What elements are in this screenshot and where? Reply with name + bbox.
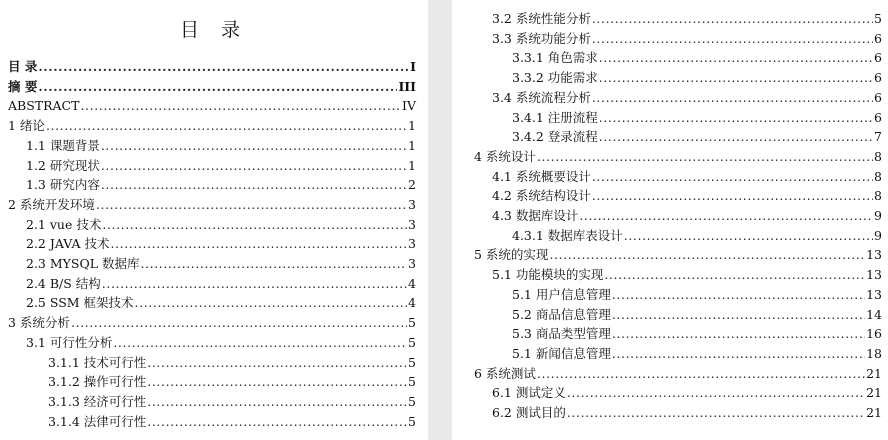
toc-entry[interactable]	[492, 29, 882, 49]
toc-entry[interactable]	[48, 392, 416, 412]
toc-page-number: 18	[866, 345, 882, 361]
toc-entry-title: 5.3 商品类型管理	[512, 326, 611, 342]
toc-page-number: 2	[408, 177, 416, 193]
toc-entry-title: 5.1 用户信息管理	[512, 286, 611, 302]
toc-entry-title: 5.1 新闻信息管理	[512, 345, 611, 361]
toc-entry[interactable]	[26, 333, 416, 353]
toc-entry[interactable]	[48, 372, 416, 392]
toc-entry-title: 4.1 系统概要设计	[492, 168, 591, 184]
toc-entry[interactable]	[512, 127, 882, 147]
toc-dot-leader	[135, 293, 408, 313]
toc-page-number: 6	[874, 109, 882, 125]
toc-page-number: 16	[866, 326, 882, 342]
toc-dot-leader	[592, 29, 873, 49]
toc-dot-leader	[101, 175, 407, 195]
toc-entry[interactable]	[492, 265, 882, 285]
toc-entry-title: 5.1 功能模块的实现	[492, 267, 604, 283]
toc-dot-leader	[147, 392, 407, 412]
toc-page-number: 5	[408, 374, 416, 390]
toc-entry[interactable]	[8, 57, 416, 77]
toc-entry[interactable]	[492, 383, 882, 403]
toc-entry-title: 3.4.1 注册流程	[512, 109, 598, 125]
toc-dot-leader	[592, 167, 873, 187]
toc-entry-title: 4.2 系统结构设计	[492, 188, 591, 204]
toc-dot-leader	[147, 412, 407, 432]
toc-entry[interactable]	[26, 234, 416, 254]
toc-entry[interactable]	[8, 77, 416, 97]
toc-entry[interactable]	[474, 245, 882, 265]
toc-dot-leader	[579, 206, 873, 226]
toc-title: 目 录	[179, 19, 249, 41]
toc-entry-title: 3.3.2 功能需求	[512, 70, 598, 86]
toc-entry-title: 3.4.2 登录流程	[512, 129, 598, 145]
toc-entry-title: 3.1 可行性分析	[26, 334, 113, 350]
toc-dot-leader	[624, 226, 873, 246]
toc-entry-title: 6.1 测试定义	[492, 385, 566, 401]
toc-entry-title: 2.3 MYSQL 数据库	[26, 256, 140, 271]
toc-entry[interactable]	[48, 353, 416, 373]
toc-entry-title: 5 系统的实现	[474, 247, 549, 263]
toc-page-number: 5	[874, 11, 882, 26]
toc-entry[interactable]	[26, 175, 416, 195]
toc-page-number: 3	[408, 196, 416, 212]
right-document-page	[452, 0, 888, 440]
toc-dot-leader	[110, 234, 407, 254]
toc-entry-title: 4.3.1 数据库表设计	[512, 227, 623, 243]
toc-dot-leader	[537, 364, 865, 384]
toc-page-number: I	[410, 59, 416, 74]
toc-page-number: 5	[408, 334, 416, 350]
toc-entry[interactable]	[492, 403, 882, 423]
toc-entry[interactable]	[512, 108, 882, 128]
toc-dot-leader	[102, 274, 407, 294]
toc-entry[interactable]	[512, 48, 882, 68]
toc-page-number: 8	[874, 168, 882, 184]
toc-page-number: 6	[874, 50, 882, 66]
toc-entry[interactable]	[8, 96, 416, 116]
toc-page-number: IV	[402, 98, 416, 114]
toc-entry-title: 3.2 系统性能分析	[492, 11, 591, 26]
toc-entry[interactable]	[26, 254, 416, 274]
toc-dot-leader	[599, 68, 873, 88]
toc-dot-leader	[592, 9, 873, 29]
toc-entry[interactable]	[492, 206, 882, 226]
toc-entry-title: 3.3 系统功能分析	[492, 30, 591, 46]
toc-page-number: 21	[866, 385, 882, 401]
toc-entry[interactable]	[48, 412, 416, 432]
toc-page-number: 5	[408, 413, 416, 429]
toc-entry[interactable]	[26, 156, 416, 176]
toc-dot-leader	[599, 48, 873, 68]
toc-entry-title: 5.2 商品信息管理	[512, 306, 611, 322]
toc-entry-title: 3.1.1 技术可行性	[48, 354, 147, 370]
toc-entry[interactable]	[8, 313, 416, 333]
toc-entry-title: ABSTRACT	[8, 98, 80, 114]
toc-entry[interactable]	[512, 324, 882, 344]
toc-entry[interactable]	[492, 9, 882, 29]
toc-entry-title: 4 系统设计	[474, 148, 536, 164]
toc-entry[interactable]	[512, 305, 882, 325]
toc-dot-leader	[38, 77, 397, 97]
toc-entry[interactable]	[474, 147, 882, 167]
toc-dot-leader	[102, 215, 407, 235]
toc-dot-leader	[604, 265, 865, 285]
toc-entry-title: 4.3 数据库设计	[492, 208, 579, 223]
toc-entry-title: 目 录	[8, 59, 38, 74]
toc-page-number: 9	[874, 208, 882, 223]
toc-entry[interactable]	[26, 215, 416, 235]
toc-entry[interactable]	[26, 136, 416, 156]
toc-page-number: 6	[874, 89, 882, 105]
toc-entry-title: 1.1 课题背景	[26, 137, 100, 153]
toc-page-number: 4	[408, 275, 416, 291]
toc-dot-leader	[96, 195, 407, 215]
toc-dot-leader	[101, 156, 407, 176]
toc-entry[interactable]	[492, 88, 882, 108]
toc-entry[interactable]	[26, 293, 416, 313]
toc-page-number: 1	[408, 157, 416, 173]
toc-entry-title: 2 系统开发环境	[8, 196, 95, 212]
toc-entry-title: 3.1.2 操作可行性	[48, 374, 147, 390]
toc-page-number: 21	[866, 405, 882, 420]
toc-entry-title: 1.3 研究内容	[26, 177, 100, 193]
toc-page-number: 14	[866, 306, 882, 322]
toc-entry[interactable]	[512, 285, 882, 305]
toc-dot-leader	[599, 108, 873, 128]
toc-entry[interactable]	[8, 195, 416, 215]
toc-dot-leader	[80, 96, 401, 116]
toc-dot-leader	[612, 344, 865, 364]
toc-entry-title: 3.1.3 经济可行性	[48, 393, 147, 409]
toc-page-number: 3	[408, 236, 416, 252]
toc-entry-title: 3.1.4 法律可行性	[48, 413, 147, 429]
toc-dot-leader	[592, 186, 873, 206]
toc-entry-title: 2.5 SSM 框架技术	[26, 295, 134, 311]
toc-entry-title: 2.4 B/S 结构	[26, 275, 101, 291]
toc-entry-title: 2.1 vue 技术	[26, 216, 102, 232]
toc-page-number: 9	[874, 227, 882, 243]
toc-dot-leader	[592, 88, 873, 108]
toc-dot-leader	[599, 127, 873, 147]
toc-entry-title: 6.2 测试目的	[492, 405, 566, 420]
toc-page-number: 13	[866, 286, 882, 302]
toc-entry-title: 6 系统测试	[474, 365, 536, 381]
toc-entry[interactable]	[474, 364, 882, 384]
toc-page-number: 13	[866, 267, 882, 283]
toc-page-number: 21	[866, 365, 882, 381]
toc-dot-leader	[101, 136, 407, 156]
toc-entry[interactable]	[512, 68, 882, 88]
toc-page-number: 4	[408, 295, 416, 311]
toc-dot-leader	[147, 372, 407, 392]
toc-dot-leader	[46, 116, 407, 136]
toc-entry-title: 摘 要	[8, 78, 38, 94]
toc-entry-title: 3.3.1 角色需求	[512, 50, 598, 66]
toc-page-number: 8	[874, 188, 882, 204]
toc-page-number: 1	[408, 137, 416, 153]
toc-dot-leader	[537, 147, 873, 167]
toc-page-number: 7	[874, 129, 882, 145]
toc-entry-title: 3 系统分析	[8, 315, 70, 331]
toc-dot-leader	[549, 245, 865, 265]
toc-dot-leader	[612, 324, 865, 344]
toc-entry[interactable]	[512, 344, 882, 364]
toc-dot-leader	[147, 353, 407, 373]
toc-dot-leader	[38, 57, 409, 77]
toc-page-number: III	[398, 78, 416, 94]
toc-page-number: 5	[408, 354, 416, 370]
left-document-page	[0, 0, 428, 440]
toc-page-number: 13	[866, 247, 882, 263]
toc-entry[interactable]	[26, 274, 416, 294]
toc-entry[interactable]	[492, 186, 882, 206]
toc-entry[interactable]	[8, 116, 416, 136]
toc-entry-title: 2.2 JAVA 技术	[26, 236, 110, 252]
toc-page-number: 5	[408, 393, 416, 409]
toc-dot-leader	[612, 305, 865, 325]
toc-entry-title: 1.2 研究现状	[26, 157, 100, 173]
toc-entry-title: 1 绪论	[8, 118, 45, 134]
toc-entry[interactable]	[492, 167, 882, 187]
toc-page-number: 3	[408, 256, 416, 271]
toc-page-number: 1	[408, 118, 416, 134]
toc-dot-leader	[113, 333, 407, 353]
toc-dot-leader	[612, 285, 865, 305]
toc-page-number: 6	[874, 70, 882, 86]
toc-dot-leader	[71, 313, 407, 333]
toc-entry[interactable]	[512, 226, 882, 246]
toc-page-number: 8	[874, 148, 882, 164]
toc-page-number: 6	[874, 30, 882, 46]
toc-dot-leader	[141, 254, 408, 274]
toc-dot-leader	[567, 403, 865, 423]
toc-entry-title: 3.4 系统流程分析	[492, 89, 591, 105]
toc-page-number: 3	[408, 216, 416, 232]
toc-dot-leader	[567, 383, 865, 403]
toc-page-number: 5	[408, 315, 416, 331]
